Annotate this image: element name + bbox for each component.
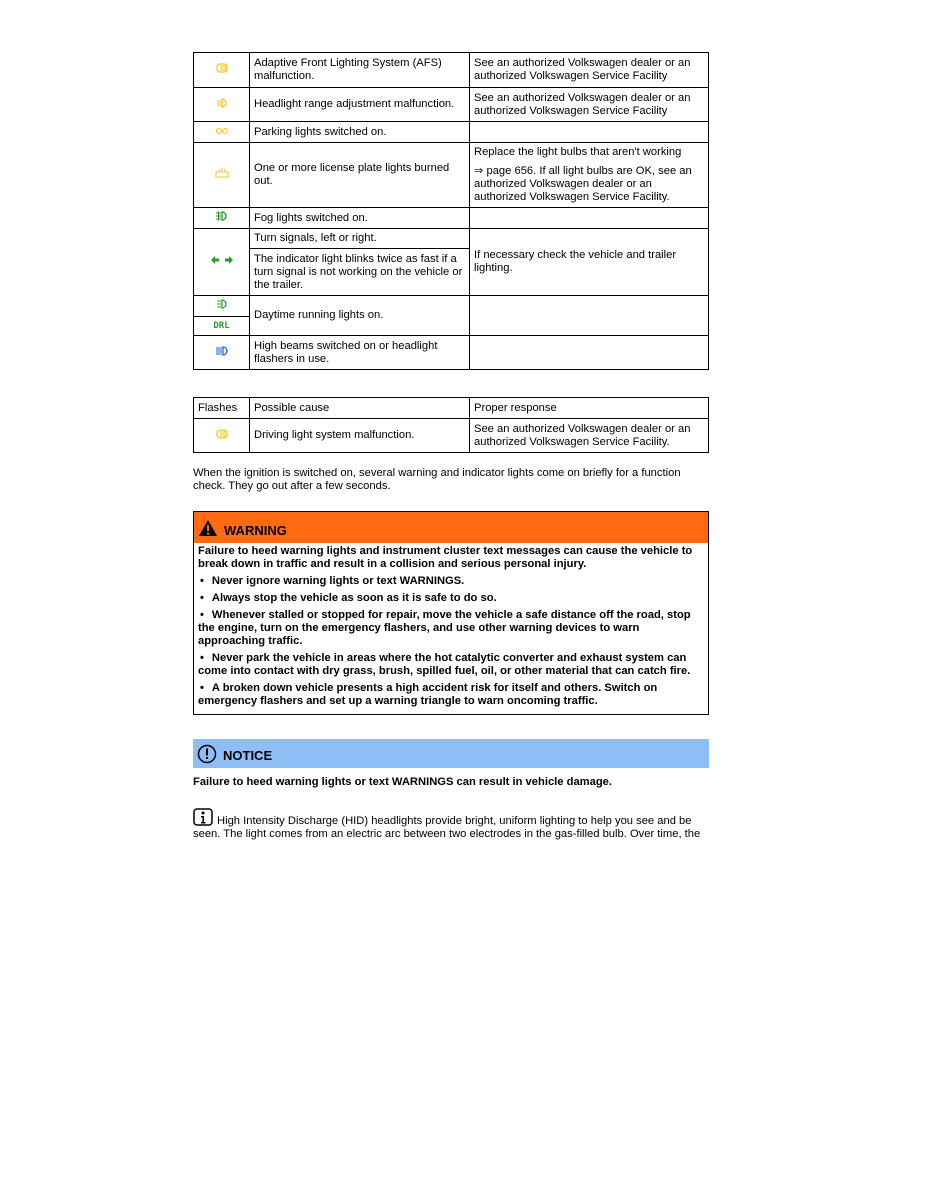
icon-cell [194,336,250,370]
response-cell: See an authorized Volkswagen dealer or an authorized Volkswagen Service Facility. [470,419,709,453]
description-cell: Headlight range adjustment malfunction. [250,88,470,122]
manual-page [193,52,709,841]
table-row [194,296,709,317]
description-cell: Daytime running lights on. [250,296,470,336]
icon-cell [194,419,250,453]
response-cell: See an authorized Volkswagen dealer or an authorized Volkswagen Service Facility [470,53,709,88]
page-reference-link[interactable]: ⇒ page 656. If all light bulbs are OK, see an authorized Volkswagen dealer or an authorized Volkswagen Service Facility. [474,165,692,203]
table-row [194,419,709,453]
bullet: • [200,575,204,587]
icon-cell [194,296,250,317]
headlight-range-icon [216,98,228,108]
parking-lights-icon [214,127,230,135]
description-cell: One or more license plate lights burned out. [250,143,470,208]
warning-header [194,512,708,543]
list-item: • Always stop the vehicle as soon as it is safe to do so. [200,592,497,604]
notice-title: NOTICE [223,748,273,763]
high-beam-icon [215,346,229,356]
column-header: Proper response [470,398,709,419]
response-cell [470,336,709,370]
response-cell: If necessary check the vehicle and trailer lighting. [470,229,709,296]
column-header: Flashes [194,398,250,419]
cause-cell: Driving light system malfunction. [250,419,470,453]
bullet: • [200,609,204,621]
intro-paragraph: When the ignition is switched on, several warning and indicator lights come on briefly for a function check. They go out after a few seconds. [193,467,681,492]
table-row [194,88,709,122]
description-cell: High beams switched on or headlight flashers in use. [250,336,470,370]
response-cell [470,208,709,229]
table-row [194,143,709,208]
column-header: Possible cause [250,398,470,419]
response-cell [470,122,709,143]
response-cell: See an authorized Volkswagen dealer or an authorized Volkswagen Service Facility [470,88,709,122]
table-row [194,122,709,143]
icon-cell [194,208,250,229]
driving-light-malfunction-icon [215,429,229,439]
description-cell: Turn signals, left or right. [250,229,470,249]
info-icon [193,808,213,826]
license-plate-light-icon [215,168,229,178]
info-text: High Intensity Discharge (HID) headlights provide bright, uniform lighting to help you see and be seen. The light comes from an electric arc between two electrodes in the gas-filled bulb. Over time, the [193,815,701,840]
icon-cell [194,229,250,296]
turn-signal-icon [210,255,234,265]
indicator-lights-table [193,52,709,370]
warning-triangle-icon [198,519,218,537]
response-cell [470,143,709,208]
daytime-running-lights-icon [216,298,228,310]
bullet: • [200,652,204,664]
table-row [194,208,709,229]
icon-cell [194,88,250,122]
icon-cell [194,122,250,143]
warning-body [194,543,708,714]
icon-cell [194,143,250,208]
list-item: • Whenever stalled or stopped for repair, move the vehicle a safe distance off the road, stop the engine, turn on the emergency flashers, and use other warning devices to warn approaching traffic. [198,609,691,647]
afs-malfunction-icon [215,63,229,73]
table-header-row [194,398,709,419]
list-item: • Never ignore warning lights or text WARNINGS. [200,575,465,587]
description-cell: Parking lights switched on. [250,122,470,143]
notice-header [193,739,709,768]
table-row [194,229,709,249]
notice-body: Failure to heed warning lights or text WARNINGS can result in vehicle damage. [193,776,612,788]
table-row [194,53,709,88]
drl-icon: DRL [213,321,230,331]
response-cell [470,296,709,336]
warning-box [193,511,709,715]
flashing-lights-table [193,397,709,453]
description-cell: Fog lights switched on. [250,208,470,229]
table-row [194,336,709,370]
description-cell: Adaptive Front Lighting System (AFS) malfunction. [250,53,470,88]
bullet: • [200,682,204,694]
warning-lead: Failure to heed warning lights and instrument cluster text messages can cause the vehicle to break down in traffic and result in a collision and serious personal injury. [198,545,693,570]
icon-cell [194,53,250,88]
fog-lights-icon [215,210,229,222]
response-text: Replace the light bulbs that aren't working [474,146,682,158]
icon-cell [194,317,250,336]
list-item: • Never park the vehicle in areas where the hot catalytic converter and exhaust system can come into contact with dry grass, brush, spilled fuel, oil, or other material that can catch fire. [198,652,691,677]
info-paragraph [193,808,709,841]
warning-title: WARNING [224,523,287,538]
bullet: • [200,592,204,604]
notice-exclamation-icon [197,744,217,764]
description-cell: The indicator light blinks twice as fast if a turn signal is not working on the vehicle or the trailer. [250,249,470,296]
list-item: • A broken down vehicle presents a high accident risk for itself and others. Switch on emergency flashers and set up a warning triangle to warn oncoming traffic. [198,682,658,707]
